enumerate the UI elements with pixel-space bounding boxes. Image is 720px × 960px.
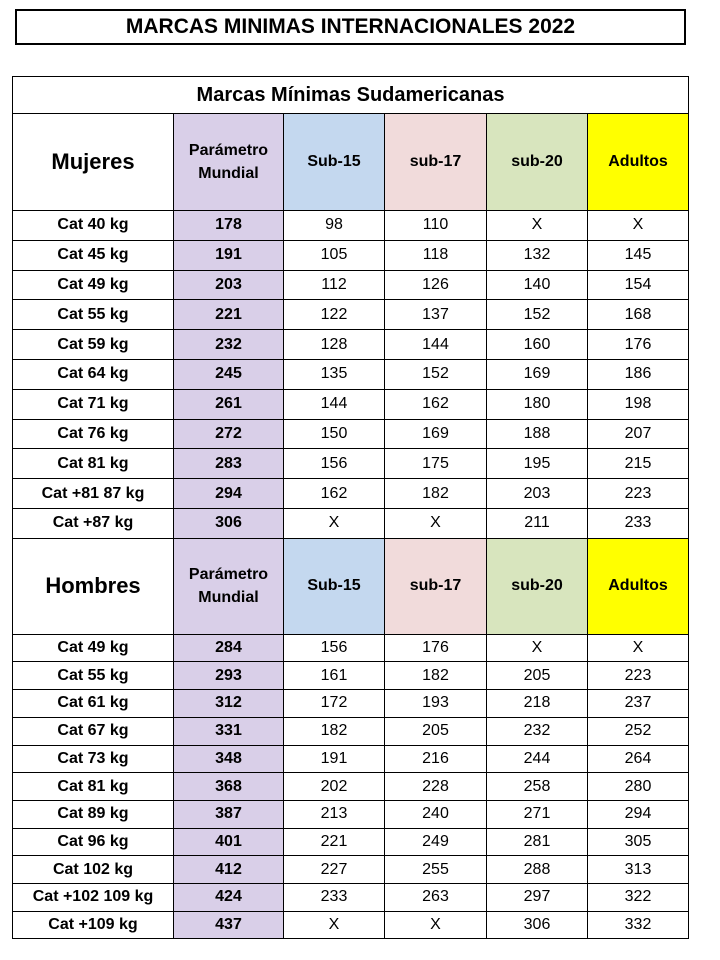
category-cell: Cat 71 kg bbox=[13, 389, 174, 419]
adultos-value: 198 bbox=[588, 389, 689, 419]
sub15-value: 161 bbox=[284, 662, 385, 690]
sub15-value: 227 bbox=[284, 856, 385, 884]
param-value: 401 bbox=[174, 828, 284, 856]
sub15-value: 182 bbox=[284, 717, 385, 745]
adultos-value: 215 bbox=[588, 449, 689, 479]
sub17-value: 193 bbox=[385, 690, 487, 718]
sub20-value: 258 bbox=[487, 773, 588, 801]
table-row bbox=[13, 662, 689, 690]
adultos-value: X bbox=[588, 634, 689, 662]
sub20-value: 211 bbox=[487, 508, 588, 538]
sub15-value: 128 bbox=[284, 330, 385, 360]
sub15-value: 135 bbox=[284, 359, 385, 389]
param-value: 178 bbox=[174, 211, 284, 241]
sub20-value: 244 bbox=[487, 745, 588, 773]
adultos-value: 237 bbox=[588, 690, 689, 718]
param-value: 191 bbox=[174, 240, 284, 270]
param-value: 437 bbox=[174, 911, 284, 939]
adultos-value: 186 bbox=[588, 359, 689, 389]
sub20-value: 180 bbox=[487, 389, 588, 419]
category-cell: Cat 49 kg bbox=[13, 270, 174, 300]
adultos-value: 154 bbox=[588, 270, 689, 300]
sub17-header: sub-17 bbox=[385, 114, 487, 211]
table-row bbox=[13, 883, 689, 911]
category-cell: Cat +87 kg bbox=[13, 508, 174, 538]
sub20-value: 132 bbox=[487, 240, 588, 270]
param-value: 306 bbox=[174, 508, 284, 538]
sub15-value: 122 bbox=[284, 300, 385, 330]
table-row bbox=[13, 800, 689, 828]
sub17-value: X bbox=[385, 508, 487, 538]
table-row bbox=[13, 359, 689, 389]
sub15-value: 112 bbox=[284, 270, 385, 300]
category-cell: Cat 55 kg bbox=[13, 300, 174, 330]
sub20-value: 232 bbox=[487, 717, 588, 745]
sub20-value: X bbox=[487, 634, 588, 662]
param-value: 221 bbox=[174, 300, 284, 330]
sub15-value: 213 bbox=[284, 800, 385, 828]
table-row bbox=[13, 690, 689, 718]
sub20-value: 205 bbox=[487, 662, 588, 690]
param-value: 331 bbox=[174, 717, 284, 745]
param-value: 261 bbox=[174, 389, 284, 419]
adultos-value: 145 bbox=[588, 240, 689, 270]
sub17-value: 182 bbox=[385, 662, 487, 690]
sub17-value: 228 bbox=[385, 773, 487, 801]
table-row bbox=[13, 508, 689, 538]
marks-table bbox=[12, 76, 689, 939]
adultos-value: 223 bbox=[588, 662, 689, 690]
sub15-value: 105 bbox=[284, 240, 385, 270]
adultos-value: 223 bbox=[588, 479, 689, 509]
sub15-value: 156 bbox=[284, 634, 385, 662]
sub15-value: 98 bbox=[284, 211, 385, 241]
sub17-value: 137 bbox=[385, 300, 487, 330]
category-cell: Cat 76 kg bbox=[13, 419, 174, 449]
sub15-header: Sub-15 bbox=[284, 114, 385, 211]
table-row bbox=[13, 449, 689, 479]
category-cell: Cat 64 kg bbox=[13, 359, 174, 389]
category-cell: Cat 81 kg bbox=[13, 449, 174, 479]
category-cell: Cat +109 kg bbox=[13, 911, 174, 939]
table-row bbox=[13, 773, 689, 801]
category-cell: Cat 49 kg bbox=[13, 634, 174, 662]
sub20-value: 281 bbox=[487, 828, 588, 856]
param-value: 283 bbox=[174, 449, 284, 479]
table-row bbox=[13, 634, 689, 662]
adultos-header: Adultos bbox=[588, 114, 689, 211]
sub17-value: 205 bbox=[385, 717, 487, 745]
adultos-value: 233 bbox=[588, 508, 689, 538]
table-row bbox=[13, 911, 689, 939]
header-row-hombres bbox=[13, 538, 689, 634]
sub17-value: 249 bbox=[385, 828, 487, 856]
sub17-value: 152 bbox=[385, 359, 487, 389]
category-cell: Cat 55 kg bbox=[13, 662, 174, 690]
param-value: 412 bbox=[174, 856, 284, 884]
param-value: 387 bbox=[174, 800, 284, 828]
category-cell: Cat 40 kg bbox=[13, 211, 174, 241]
param-header: Parámetro Mundial bbox=[174, 114, 284, 211]
sub17-value: 240 bbox=[385, 800, 487, 828]
table-row bbox=[13, 300, 689, 330]
gender-label-hombres: Hombres bbox=[13, 538, 174, 634]
param-value: 284 bbox=[174, 634, 284, 662]
param-value: 312 bbox=[174, 690, 284, 718]
gender-label-mujeres: Mujeres bbox=[13, 114, 174, 211]
sub15-value: 150 bbox=[284, 419, 385, 449]
sub17-value: 255 bbox=[385, 856, 487, 884]
sub17-value: 162 bbox=[385, 389, 487, 419]
table-row bbox=[13, 717, 689, 745]
sub20-value: 160 bbox=[487, 330, 588, 360]
category-cell: Cat 59 kg bbox=[13, 330, 174, 360]
category-cell: Cat 45 kg bbox=[13, 240, 174, 270]
adultos-value: 305 bbox=[588, 828, 689, 856]
param-header: Parámetro Mundial bbox=[174, 538, 284, 634]
sub17-value: 110 bbox=[385, 211, 487, 241]
sub17-header: sub-17 bbox=[385, 538, 487, 634]
param-value: 294 bbox=[174, 479, 284, 509]
adultos-header: Adultos bbox=[588, 538, 689, 634]
sub17-value: 169 bbox=[385, 419, 487, 449]
adultos-value: 332 bbox=[588, 911, 689, 939]
subtitle-row bbox=[13, 77, 689, 114]
sub17-value: 175 bbox=[385, 449, 487, 479]
category-cell: Cat 67 kg bbox=[13, 717, 174, 745]
sub20-value: 152 bbox=[487, 300, 588, 330]
table-row bbox=[13, 479, 689, 509]
param-value: 203 bbox=[174, 270, 284, 300]
param-value: 245 bbox=[174, 359, 284, 389]
sub15-value: 144 bbox=[284, 389, 385, 419]
sub17-value: 176 bbox=[385, 634, 487, 662]
sub20-value: 140 bbox=[487, 270, 588, 300]
sub20-value: 188 bbox=[487, 419, 588, 449]
category-cell: Cat 89 kg bbox=[13, 800, 174, 828]
table-row bbox=[13, 856, 689, 884]
adultos-value: 313 bbox=[588, 856, 689, 884]
table-row bbox=[13, 745, 689, 773]
sub20-value: 288 bbox=[487, 856, 588, 884]
table-row bbox=[13, 389, 689, 419]
page-title: MARCAS MINIMAS INTERNACIONALES 2022 bbox=[15, 9, 686, 45]
sub20-header: sub-20 bbox=[487, 114, 588, 211]
sub15-value: 156 bbox=[284, 449, 385, 479]
category-cell: Cat 96 kg bbox=[13, 828, 174, 856]
table-row bbox=[13, 828, 689, 856]
category-cell: Cat 81 kg bbox=[13, 773, 174, 801]
sub15-value: 233 bbox=[284, 883, 385, 911]
sub20-value: 169 bbox=[487, 359, 588, 389]
adultos-value: 294 bbox=[588, 800, 689, 828]
table-row bbox=[13, 419, 689, 449]
category-cell: Cat 61 kg bbox=[13, 690, 174, 718]
category-cell: Cat +81 87 kg bbox=[13, 479, 174, 509]
sub17-value: 144 bbox=[385, 330, 487, 360]
sub20-value: 195 bbox=[487, 449, 588, 479]
category-cell: Cat 102 kg bbox=[13, 856, 174, 884]
adultos-value: 252 bbox=[588, 717, 689, 745]
sub20-value: X bbox=[487, 211, 588, 241]
sub17-value: 118 bbox=[385, 240, 487, 270]
sub17-value: 216 bbox=[385, 745, 487, 773]
param-value: 232 bbox=[174, 330, 284, 360]
sub15-header: Sub-15 bbox=[284, 538, 385, 634]
adultos-value: 280 bbox=[588, 773, 689, 801]
sub20-header: sub-20 bbox=[487, 538, 588, 634]
category-cell: Cat 73 kg bbox=[13, 745, 174, 773]
sub20-value: 306 bbox=[487, 911, 588, 939]
sub17-value: 182 bbox=[385, 479, 487, 509]
param-value: 272 bbox=[174, 419, 284, 449]
sub17-value: 263 bbox=[385, 883, 487, 911]
param-value: 368 bbox=[174, 773, 284, 801]
adultos-value: 264 bbox=[588, 745, 689, 773]
sub20-value: 271 bbox=[487, 800, 588, 828]
table-row bbox=[13, 211, 689, 241]
sub15-value: 172 bbox=[284, 690, 385, 718]
adultos-value: X bbox=[588, 211, 689, 241]
sub20-value: 203 bbox=[487, 479, 588, 509]
adultos-value: 176 bbox=[588, 330, 689, 360]
table-row bbox=[13, 240, 689, 270]
param-value: 348 bbox=[174, 745, 284, 773]
sub17-value: 126 bbox=[385, 270, 487, 300]
sub15-value: 162 bbox=[284, 479, 385, 509]
sub15-value: X bbox=[284, 508, 385, 538]
table-row bbox=[13, 270, 689, 300]
sub15-value: 191 bbox=[284, 745, 385, 773]
adultos-value: 207 bbox=[588, 419, 689, 449]
sub15-value: X bbox=[284, 911, 385, 939]
table-subtitle: Marcas Mínimas Sudamericanas bbox=[13, 77, 689, 114]
param-value: 424 bbox=[174, 883, 284, 911]
sub15-value: 202 bbox=[284, 773, 385, 801]
table-row bbox=[13, 330, 689, 360]
sub20-value: 218 bbox=[487, 690, 588, 718]
adultos-value: 322 bbox=[588, 883, 689, 911]
sub15-value: 221 bbox=[284, 828, 385, 856]
sub17-value: X bbox=[385, 911, 487, 939]
param-value: 293 bbox=[174, 662, 284, 690]
adultos-value: 168 bbox=[588, 300, 689, 330]
sub20-value: 297 bbox=[487, 883, 588, 911]
header-row-mujeres bbox=[13, 114, 689, 211]
category-cell: Cat +102 109 kg bbox=[13, 883, 174, 911]
